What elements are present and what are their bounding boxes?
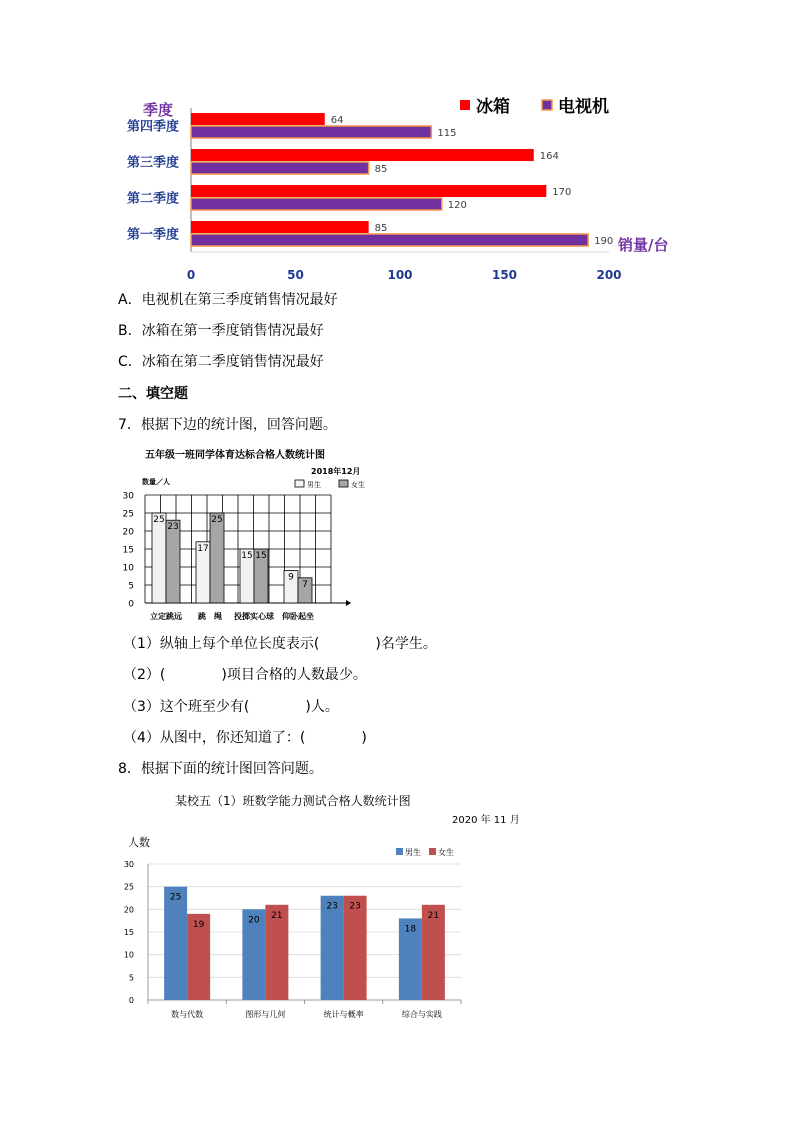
question-7-prompt: 7．根据下边的统计图，回答问题。	[118, 417, 337, 433]
chart1-x-tick-label: 50	[287, 268, 304, 282]
chart3-value-boys: 25	[169, 892, 182, 903]
chart3-legend-girls: 女生	[438, 848, 454, 857]
x-axis-title: 销量/台	[618, 236, 669, 254]
chart2-x-axis-arrow	[346, 600, 351, 606]
chart3-value-girls: 19	[192, 919, 205, 930]
chart2-value-boys: 17	[197, 543, 209, 554]
chart3-value-boys: 20	[248, 915, 260, 926]
chart2-bar-boys	[152, 513, 166, 603]
chart1-x-tick-label: 150	[491, 268, 518, 282]
chart1-value-fridge: 64	[330, 115, 344, 126]
legend-tv-swatch	[542, 100, 552, 110]
q7-sub-2: （2）( )项目合格的人数最少。	[123, 667, 367, 683]
q7-sub-4: （4）从图中，你还知道了：( )	[123, 730, 367, 746]
chart3-y-tick-label: 10	[123, 950, 134, 960]
chart3-y-tick-label: 15	[123, 928, 134, 937]
chart3-value-girls: 21	[427, 910, 440, 921]
chart1-bar-tv	[191, 234, 588, 246]
chart3-y-tick-label: 25	[123, 882, 134, 892]
chart1-bar-fridge	[191, 149, 534, 161]
chart2-y-tick-label: 0	[128, 599, 134, 610]
chart2-title: 五年级一班同学体育达标合格人数统计图	[145, 450, 325, 461]
chart1-bar-fridge	[191, 221, 369, 233]
chart1-bar-tv	[191, 126, 431, 138]
legend-fridge-label: 冰箱	[476, 97, 510, 117]
option-c: C．冰箱在第二季度销售情况最好	[118, 354, 324, 370]
chart3-legend-boys-swatch	[396, 848, 403, 855]
q7-sub-1: （1）纵轴上每个单位长度表示( )名学生。	[123, 636, 437, 652]
chart2-bar-girls	[166, 520, 180, 603]
chart3-legend-boys: 男生	[405, 848, 421, 857]
chart2-category-label: 仰卧起坐	[282, 612, 314, 621]
chart2-legend-boys: 男生	[307, 481, 321, 489]
chart3-unit: 人数	[128, 836, 150, 849]
chart2-legend-girls-swatch	[339, 480, 348, 487]
chart1-value-tv: 190	[594, 236, 614, 247]
question-8-prompt: 8．根据下面的统计图回答问题。	[118, 761, 323, 777]
chart3-category-label: 图形与几何	[245, 1010, 286, 1019]
chart2-legend-girls: 女生	[351, 481, 365, 489]
chart1-bar-tv	[191, 162, 369, 174]
chart3-value-boys: 23	[326, 901, 338, 912]
legend-tv-label: 电视机	[558, 97, 609, 117]
chart1-bar-fridge	[191, 185, 546, 197]
option-b: B．冰箱在第一季度销售情况最好	[118, 323, 324, 339]
chart2-value-girls: 25	[211, 515, 223, 525]
chart2-y-tick-label: 15	[122, 545, 134, 556]
chart3-category-label: 综合与实践	[401, 1010, 442, 1019]
chart3-y-tick-label: 5	[128, 973, 134, 983]
chart2-y-tick-label: 5	[128, 581, 134, 592]
chart3-y-tick-label: 20	[123, 905, 134, 915]
chart1-category-label: 第一季度	[126, 227, 179, 243]
chart1-x-tick-label: 200	[596, 268, 622, 282]
chart2-legend-boys-swatch	[295, 480, 304, 487]
chart3-value-girls: 23	[349, 901, 361, 912]
chart1-value-tv: 120	[447, 200, 467, 211]
y-axis-title: 季度	[143, 101, 174, 119]
chart1-value-fridge: 164	[539, 151, 559, 162]
chart2-y-tick-label: 20	[122, 527, 134, 538]
chart2-value-girls: 7	[302, 579, 308, 590]
chart3-y-tick-label: 0	[128, 996, 134, 1005]
section-title: 二、填空题	[118, 386, 188, 402]
chart2-value-boys: 9	[288, 572, 294, 583]
chart2-value-girls: 23	[167, 522, 179, 533]
chart1-bar-fridge	[191, 113, 325, 125]
chart2-unit: 数量／人	[142, 478, 170, 486]
chart-quarterly-sales	[0, 0, 794, 290]
chart1-category-label: 第三季度	[126, 155, 179, 171]
chart2-value-boys: 25	[153, 515, 165, 525]
chart1-value-fridge: 170	[552, 187, 572, 198]
chart2-category-label: 投掷实心球	[234, 612, 274, 621]
chart3-date: 2020 年 11 月	[452, 815, 520, 826]
chart1-bar-tv	[191, 198, 442, 210]
chart3-bar-boys	[164, 887, 187, 1000]
chart3-value-boys: 18	[404, 924, 417, 935]
chart1-value-fridge: 85	[374, 223, 388, 234]
chart3-y-tick-label: 30	[123, 860, 134, 869]
chart2-value-boys: 15	[241, 551, 253, 561]
chart3-category-label: 数与代数	[171, 1010, 204, 1019]
option-a: A．电视机在第三季度销售情况最好	[118, 292, 338, 308]
chart3-value-girls: 21	[271, 910, 283, 921]
chart2-bar-girls	[210, 513, 224, 603]
chart3-legend-girls-swatch	[429, 848, 436, 855]
chart1-value-tv: 115	[437, 128, 457, 139]
chart3-title: 某校五（1）班数学能力测试合格人数统计图	[175, 794, 411, 808]
chart1-x-tick-label: 0	[186, 268, 196, 282]
chart2-y-tick-label: 25	[122, 509, 134, 520]
chart2-date: 2018年12月	[311, 467, 361, 476]
chart2-category-label: 立定跳远	[150, 612, 182, 621]
chart-math-ability	[0, 785, 794, 1030]
chart2-value-girls: 15	[255, 551, 267, 561]
q7-sub-3: （3）这个班至少有( )人。	[123, 699, 339, 715]
chart1-category-label: 第二季度	[126, 191, 179, 207]
chart-pe-standards	[0, 440, 794, 625]
chart2-category-label: 跳 绳	[198, 612, 222, 621]
chart1-x-tick-label: 100	[387, 268, 413, 282]
legend-fridge-swatch	[460, 100, 470, 110]
chart3-category-label: 统计与概率	[323, 1010, 364, 1019]
chart2-y-tick-label: 10	[122, 563, 134, 574]
chart1-value-tv: 85	[374, 164, 388, 175]
chart1-category-label: 第四季度	[126, 119, 179, 135]
chart2-y-tick-label: 30	[122, 491, 134, 502]
